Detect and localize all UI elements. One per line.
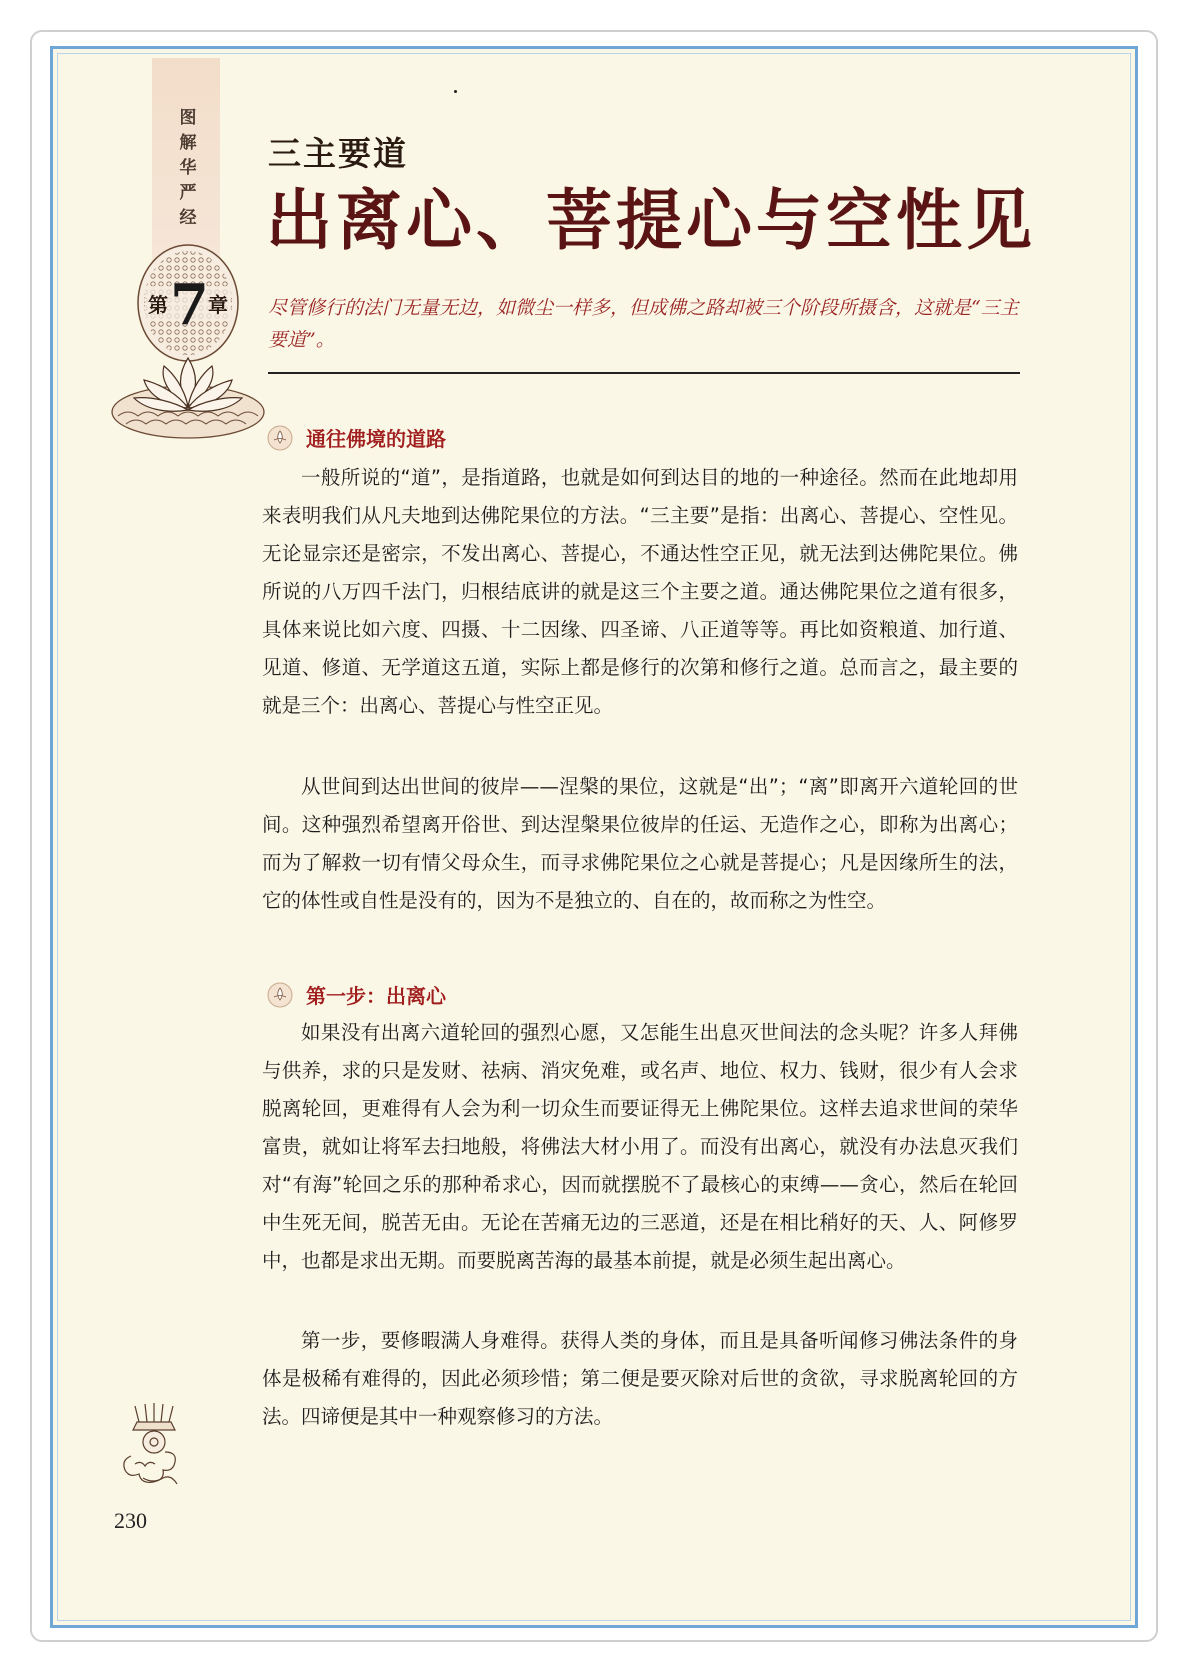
body-paragraph: 第一步，要修暇满人身难得。获得人类的身体，而且是具备听闻修习佛法条件的身体是极稀有难得的，因此必须珍惜；第二便是要灭除对后世的贪欲，寻求脱离轮回的方法。四谛便是其中一种观察修习的方法。 <box>262 1329 1018 1428</box>
print-speck <box>454 90 457 93</box>
body-paragraph: 从世间到达出世间的彼岸——涅槃的果位，这就是“出”；“离”即离开六道轮回的世间。这种强烈希望离开俗世、到达涅槃果位彼岸的任运、无造作之心，即称为出离心；而为了解救一切有情父母众生，而寻求佛陀果位之心就是菩提心；凡是因缘所生的法，它的体性或自性是没有的，因为不是独立的、自在的，故而称之为性空。 <box>262 775 1018 912</box>
page-title: 出离心、菩提心与空性见 <box>266 181 1036 259</box>
book-title-char: 解 <box>179 133 197 153</box>
book-title-char: 经 <box>179 208 197 228</box>
chapter-number: 7 <box>170 272 209 338</box>
book-title-char: 华 <box>179 158 197 178</box>
intro-text: 尽管修行的法门无量无边，如微尘一样多，但成佛之路却被三个阶段所摄含，这就是“三主要道”。 <box>268 297 1019 351</box>
page-subtitle: 三主要道 <box>268 134 408 173</box>
section-heading <box>266 423 446 452</box>
title-divider <box>268 372 1020 374</box>
lotus-bullet-icon <box>266 981 294 1009</box>
book-title-vertical <box>168 106 208 231</box>
section-heading-text: 第一步：出离心 <box>306 984 446 1008</box>
body-paragraph: 如果没有出离六道轮回的强烈心愿，又怎能生出息灭世间法的念头呢？许多人拜佛与供养，求的只是发财、祛病、消灾免难，或名声、地位、权力、钱财，很少有人会求脱离轮回，更难得有人会为利一切众生而要证得无上佛陀果位。这样去追求世间的荣华富贵，就如让将军去扫地般，将佛法大材小用了。而没有出离心，就没有办法息灭我们对“有海”轮回之乐的那种希求心，因而就摆脱不了最核心的束缚——贪心，然后在轮回中生死无间，脱苦无由。无论在苦痛无边的三恶道，还是在相比稍好的天、人、阿修罗中，也都是求出无期。而要脱离苦海的最基本前提，就是必须生起出离心。 <box>262 1021 1018 1272</box>
book-title-char: 严 <box>179 183 197 203</box>
section-heading-text: 通往佛境的道路 <box>306 427 446 451</box>
chapter-badge <box>133 240 243 366</box>
lotus-bullet-icon <box>266 424 294 452</box>
body-paragraph: 一般所说的“道”，是指道路，也就是如何到达目的地的一种途径。然而在此地却用来表明我们从凡夫地到达佛陀果位的方法。“三主要”是指：出离心、菩提心、空性见。无论显宗还是密宗，不发出离心、菩提心，不通达性空正见，就无法到达佛陀果位。佛所说的八万四千法门，归根结底讲的就是这三个主要之道。通达佛陀果位之道有很多，具体来说比如六度、四摄、十二因缘、四圣谛、八正道等等。再比如资粮道、加行道、见道、修道、无学道这五道，实际上都是修行的次第和修行之道。总而言之，最主要的就是三个：出离心、菩提心与性空正见。 <box>262 466 1018 717</box>
dharma-wheel-cloud-icon <box>113 1400 195 1490</box>
lotus-icon <box>108 350 268 445</box>
page-number: 230 <box>114 1508 147 1533</box>
chapter-suffix: 章 <box>208 293 228 317</box>
book-title-char: 图 <box>179 108 197 128</box>
section-heading <box>266 980 446 1009</box>
chapter-prefix: 第 <box>148 293 168 317</box>
